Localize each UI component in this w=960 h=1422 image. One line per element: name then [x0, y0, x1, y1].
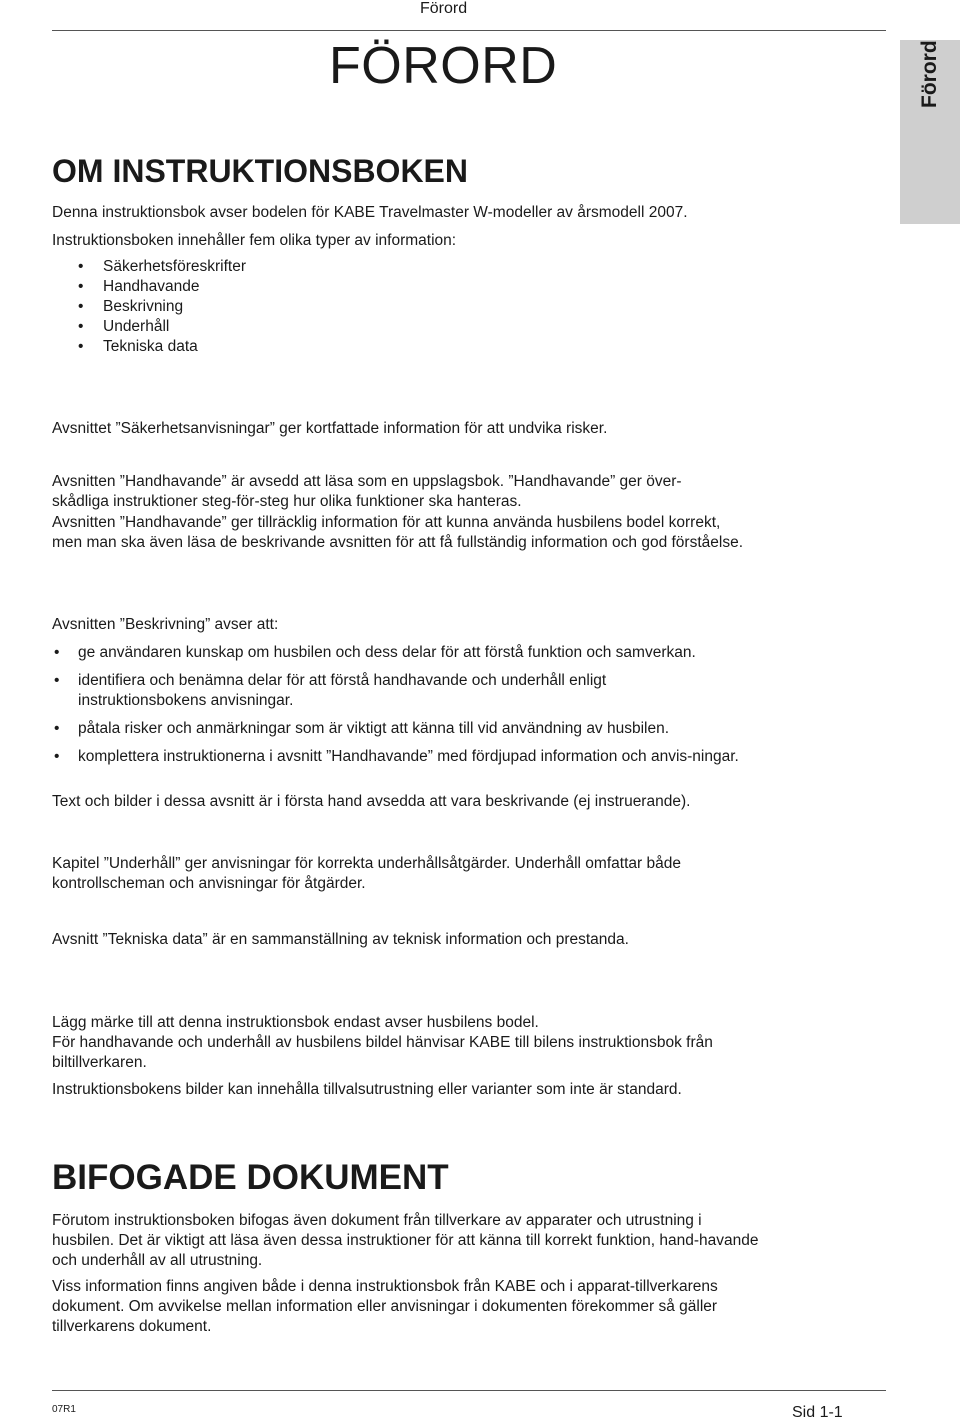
list-item: • Beskrivning — [78, 297, 246, 317]
chapter-tab — [900, 40, 960, 224]
list-item: • Säkerhetsföreskrifter — [78, 257, 246, 277]
footer-rule — [52, 1390, 886, 1391]
page-title: FÖRORD — [329, 37, 558, 95]
list-item: • komplettera instruktionerna i avsnitt ”Handhavande” med fördjupad information och anvis-ningar. — [52, 747, 753, 767]
list-item: • ge användaren kunskap om husbilen och dess delar för att förstå funktion och samverkan. — [52, 643, 762, 663]
paragraph-bodel-2: För handhavande och underhåll av husbilens bildel hänvisar KABE till bilens instruktionsbok från biltillverkaren. — [52, 1034, 713, 1071]
intro-paragraph-2: Instruktionsboken innehåller fem olika typer av information: — [52, 232, 457, 249]
intro-paragraph-1: Denna instruktionsbok avser bodelen för KABE Travelmaster W-modeller av årsmodell 2007. — [52, 204, 688, 221]
paragraph-tekniska-data: Avsnitt ”Tekniska data” är en sammanställning av teknisk information och prestanda. — [52, 931, 629, 948]
paragraph-text-bilder: Text och bilder i dessa avsnitt är i första hand avsedda att vara beskrivande (ej instruerande). — [52, 793, 691, 810]
paragraph-handhavande-1: Avsnitten ”Handhavande” är avsedd att läsa som en uppslagsbok. ”Handhavande” ger över- — [52, 473, 682, 490]
paragraph-sakerhet: Avsnittet ”Säkerhetsanvisningar” ger kortfattade information för att undvika risker. — [52, 420, 608, 437]
section-heading-bifogade-dokument: BIFOGADE DOKUMENT — [52, 1158, 449, 1197]
page-number: Sid 1-1 — [792, 1404, 843, 1421]
running-header: Förord — [420, 0, 468, 17]
section-heading-instruktionsboken: OM INSTRUKTIONSBOKEN — [52, 153, 468, 189]
list-item: • identifiera och benämna delar för att förstå handhavande och underhåll enligt instruktionsbokens anvisningar. — [52, 671, 678, 711]
chapter-tab-label: Förord — [918, 40, 941, 108]
paragraph-underhall: Kapitel ”Underhåll” ger anvisningar för korrekta underhållsåtgärder. Underhåll omfattar både kontrollscheman och anvisningar för åtgärder. — [52, 855, 681, 892]
information-types-list — [78, 257, 246, 357]
revision-code: 07R1 — [52, 1404, 76, 1415]
list-item: • Underhåll — [78, 317, 246, 337]
list-item: • påtala risker och anmärkningar som är viktigt att känna till vid användning av husbilen. — [52, 719, 762, 739]
paragraph-bodel-1: Lägg märke till att denna instruktionsbok endast avser husbilens bodel. — [52, 1014, 539, 1031]
paragraph-bifogade-2: Viss information finns angiven både i denna instruktionsbok från KABE och i apparat-tillverkarens dokument. Om avvikelse mellan information eller anvisningar i dokumenten förekommer så gäller tillverkarens dokument. — [52, 1278, 718, 1335]
paragraph-bifogade-1: Förutom instruktionsboken bifogas även dokument från tillverkare av apparater och utrustning i husbilen. Det är viktigt att läsa även dessa instruktioner för att känna till korrekt funktion, hand-havande och underhåll av all utrustning. — [52, 1212, 759, 1269]
list-item: • Tekniska data — [78, 337, 246, 357]
paragraph-handhavande-3: Avsnitten ”Handhavande” ger tillräcklig information för att kunna använda husbilens bodel korrekt, men man ska även läsa de beskrivande avsnitten för att få fullständig information och god förståelse. — [52, 514, 743, 551]
paragraph-tillval: Instruktionsbokens bilder kan innehålla tillvalsutrustning eller varianter som inte är standard. — [52, 1081, 682, 1098]
paragraph-beskrivning: Avsnitten ”Beskrivning” avser att: — [52, 616, 279, 633]
paragraph-handhavande-2: skådliga instruktioner steg-för-steg hur olika funktioner ska hanteras. — [52, 493, 522, 510]
beskrivning-list — [52, 643, 762, 767]
header-rule — [52, 30, 886, 31]
list-item: • Handhavande — [78, 277, 246, 297]
